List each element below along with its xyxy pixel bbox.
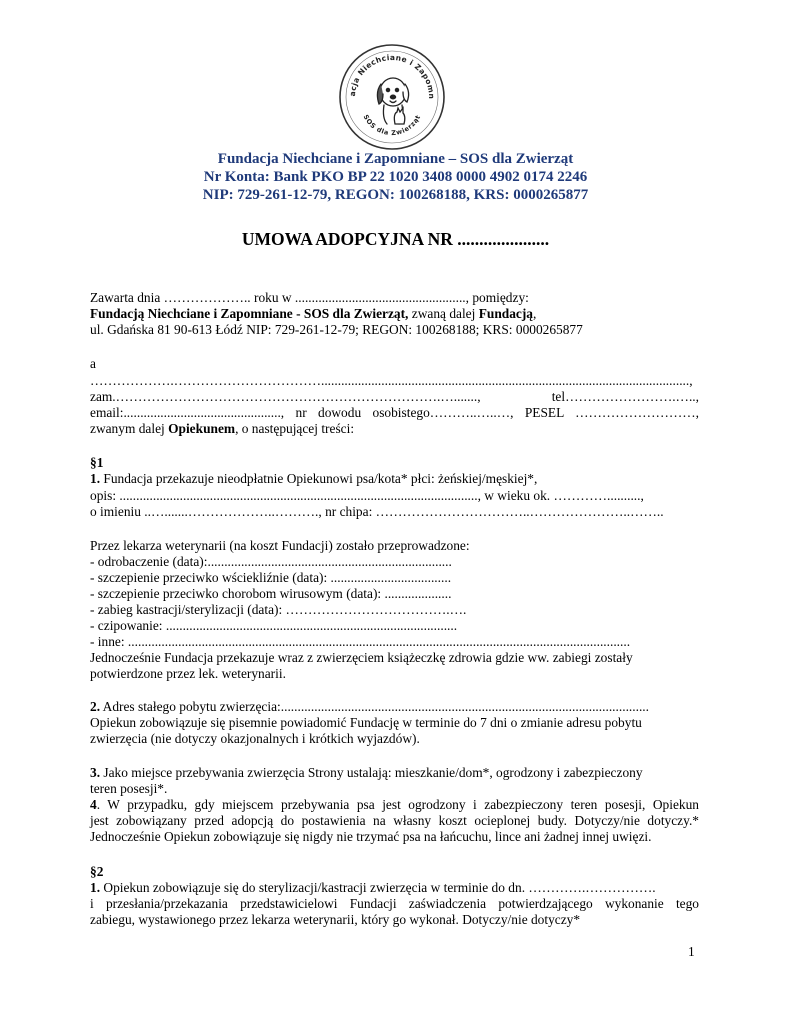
intro-line-foundation <box>90 306 536 322</box>
caretaker-text-end: , o następującej treści: <box>235 421 355 436</box>
dog-and-cat-icon <box>377 78 408 124</box>
s2-point-1-line-3: zabiegu, wystawionego przez lekarza weterynarii, który go wykonał. Dotyczy/nie dotyczy* <box>90 912 581 927</box>
header-bank-account: Nr Konta: Bank PKO BP 22 1020 3408 0000 4902 0174 2246 <box>203 169 588 185</box>
s1-point-4 <box>90 797 699 813</box>
vet-item-chipping: - czipowanie: ....................................................................................... <box>90 618 458 633</box>
phone-field: tel…………………….….., <box>551 389 699 404</box>
point-number: 1. <box>90 471 101 486</box>
caretaker-text: zwanym dalej <box>90 421 169 436</box>
s1-point-3 <box>90 765 643 781</box>
caretaker-bold: Opiekunem <box>168 421 236 436</box>
vet-item-viral: - szczepienie przeciwko chorobom wirusowym (data): .................... <box>90 586 452 601</box>
vet-item-other: - inne: ...................................................................................................................................................... <box>90 634 631 649</box>
svg-text:Fundacja Niechciane i Zapomnia: acja Niechciane i Zapomn <box>347 52 437 100</box>
point-number: 4 <box>90 797 97 812</box>
point-number: 2. <box>90 699 101 714</box>
health-book-line-1: Jednocześnie Fundacja przekazuje wraz z zwierzęciem książeczkę zdrowia gdzie ww. zabiegi zostały <box>90 650 633 665</box>
foundation-logo <box>337 42 447 152</box>
party-address-phone-line <box>90 389 699 405</box>
vet-item-castration: - zabieg kastracji/sterylizacji (data): ……………………………….…. <box>90 602 467 617</box>
s1-point-3-line-2: teren posesji*. <box>90 781 168 796</box>
s1-animal-description: opis: ..........................................................................................................., w wieku ok. ………….........., <box>90 488 644 503</box>
foundation-name-bold: Fundacją Niechciane i Zapomniane - SOS dla Zwierząt, <box>90 306 409 321</box>
point-text: Fundacja przekazuje nieodpłatnie Opiekunowi psa/kota* płci: żeńskiej/męskiej*, <box>100 471 538 486</box>
s1-point-2 <box>90 699 649 715</box>
party-caretaker-line <box>90 421 354 437</box>
page-number: 1 <box>688 944 695 959</box>
vet-item-rabies: - szczepienie przeciwko wściekliźnie (data): .................................... <box>90 570 452 585</box>
s1-animal-name-chip: o imieniu ..….......………………..………., nr chipa: ……………………………..…………………..…….. <box>90 504 664 519</box>
s1-vet-intro: Przez lekarza weterynarii (na koszt Fundacji) zostało przeprowadzone: <box>90 538 470 553</box>
party-name-field: ……………….…………………………….............................................................................................................., <box>90 373 693 388</box>
point-text: . W przypadku, gdy miejscem przebywania psa jest ogrodzony i zabezpieczony teren posesji, Opiekun <box>96 797 699 812</box>
point-text: Opiekun zobowiązuje się do sterylizacji/kastracji zwierzęcia w terminie do dn. ………….……………. <box>100 880 656 895</box>
foundation-short-bold: Fundacją <box>478 306 534 321</box>
address-field: zam.……………………………………………………………….…......., <box>90 389 481 404</box>
party-conjunction: a <box>90 356 96 371</box>
s1-point-2-line-2: Opiekun zobowiązuje się pisemnie powiadomić Fundację w terminie do 7 dni o zmianie adresu pobytu <box>90 715 642 730</box>
point-number: 1. <box>90 880 101 895</box>
header-registration-numbers: NIP: 729-261-12-79, REGON: 100268188, KRS: 0000265877 <box>202 187 589 203</box>
point-text: Jako miejsce przebywania zwierzęcia Strony ustalają: mieszkanie/dom*, ogrodzony i zabezpieczony <box>100 765 643 780</box>
party-email-id-pesel-line <box>90 405 699 421</box>
s1-point-4-line-3: Jednocześnie Opiekun zobowiązuje się nigdy nie trzymać psa na łańcuchu, lince ani żadnej innej uwięzi. <box>90 829 652 844</box>
s1-point-4-line-2: jest zobowiązany przed adopcją do postawienia na własny koszt ocieplonej budy. Dotyczy/nie dotyczy.* <box>90 813 699 828</box>
section-1-heading: §1 <box>90 455 104 470</box>
health-book-line-2: potwierdzone przez lek. weterynarii. <box>90 666 286 681</box>
s2-point-1 <box>90 880 656 896</box>
s1-point-1 <box>90 471 537 487</box>
section-2-heading: §2 <box>90 864 104 879</box>
point-number: 3. <box>90 765 101 780</box>
header-foundation-name: Fundacja Niechciane i Zapomniane – SOS dla Zwierząt <box>217 151 574 167</box>
s2-point-1-line-2: i przesłania/przekazania przedstawicielowi Fundacji zaświadczenia potwierdzającego wykonanie tego <box>90 896 699 911</box>
s1-point-2-line-3: zwierzęcia (nie dotyczy okazjonalnych i krótkich wyjazdów). <box>90 731 420 746</box>
email-id-field: email:..............................................., nr dowodu osobistego………..…..…, PESEL <box>90 405 564 420</box>
document-title: UMOWA ADOPCYJNA NR ..................... <box>241 229 550 249</box>
svg-text:SOS dla Zwierząt: SOS dla Zwierząt <box>361 113 423 138</box>
pesel-field: ………………………, <box>575 405 699 420</box>
intro-text: zwaną dalej <box>408 306 479 321</box>
intro-line-date-place: Zawarta dnia ……………….. roku w ..................................................., pomiędzy: <box>90 290 529 305</box>
vet-item-deworming: - odrobaczenie (data):......................................................................... <box>90 554 452 569</box>
intro-comma: , <box>533 306 537 321</box>
intro-line-address: ul. Gdańska 81 90-613 Łódź NIP: 729-261-12-79; REGON: 100268188; KRS: 0000265877 <box>90 322 583 337</box>
point-text: Adres stałego pobytu zwierzęcia:.............................................................................................................. <box>100 699 649 714</box>
